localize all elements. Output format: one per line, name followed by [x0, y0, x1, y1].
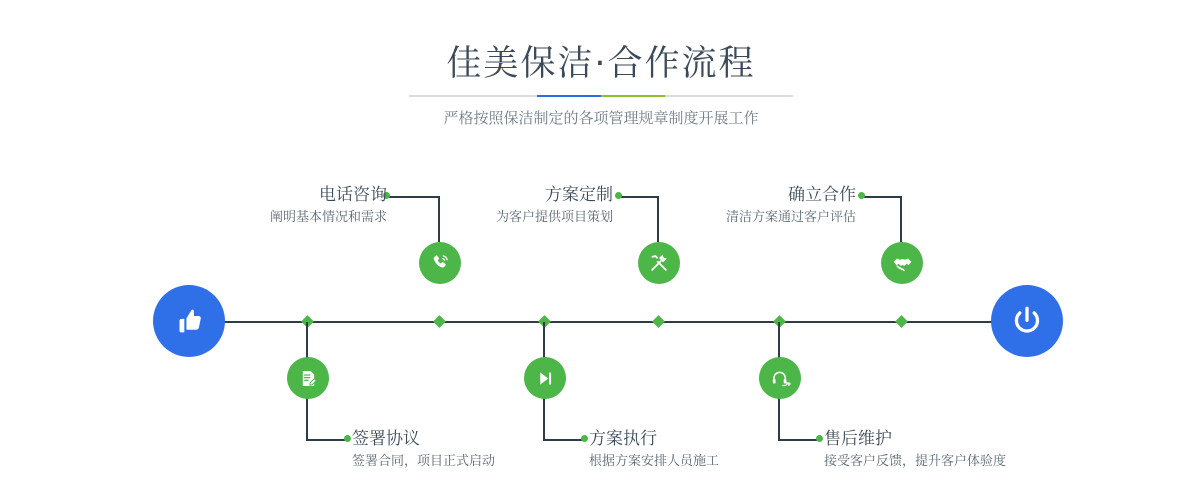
- connector-dot-6: [816, 435, 823, 442]
- step-title-5: 确立合作: [788, 185, 856, 205]
- step-title-6: 售后维护: [824, 429, 892, 449]
- connector-hline-1: [386, 196, 439, 198]
- step-desc-4: 根据方案安排人员施工: [589, 454, 720, 469]
- flow-start-badge: [153, 285, 225, 357]
- axis-node-3: [652, 315, 665, 328]
- step-desc-3: 为客户提供项目策划: [495, 210, 613, 225]
- handshake-icon: [891, 252, 914, 275]
- play-forward-icon: [535, 368, 556, 389]
- title-divider: [409, 95, 793, 97]
- step-desc-6: 接受客户反馈，提升客户体验度: [824, 454, 1007, 469]
- step-desc-2: 签署合同，项目正式启动: [352, 454, 496, 469]
- connector-vline-5: [900, 196, 902, 242]
- step-label-6: [824, 427, 1006, 473]
- page-title: 佳美保洁·合作流程: [446, 44, 756, 84]
- flow-end-badge: [991, 285, 1063, 357]
- connector-vline-3: [657, 196, 659, 242]
- connector-dot-5: [858, 192, 865, 199]
- step-icon-4: [524, 357, 566, 399]
- connector-vline-1: [438, 196, 440, 242]
- page-subtitle: 严格按照保洁制定的各项管理规章制度开展工作: [443, 109, 759, 127]
- connector-dot-4: [581, 435, 588, 442]
- step-icon-3: [638, 242, 680, 284]
- step-title-3: 方案定制: [545, 185, 613, 205]
- step-icon-5: [881, 242, 923, 284]
- connector-hline-2: [306, 439, 346, 441]
- step-desc-1: 阐明基本情况和需求: [269, 210, 387, 225]
- timeline-axis: [162, 321, 1040, 323]
- step-label-2: [352, 427, 495, 473]
- step-label-4: [589, 427, 719, 473]
- step-title-4: 方案执行: [589, 429, 657, 449]
- power-icon: [1009, 303, 1045, 339]
- step-label-5: [700, 183, 856, 229]
- step-icon-1: [419, 242, 461, 284]
- step-label-3: [459, 183, 613, 229]
- phone-ring-icon: [429, 252, 451, 274]
- headset-support-icon: [770, 368, 791, 389]
- divider-green-segment: [601, 95, 665, 97]
- step-desc-5: 清洁方案通过客户评估: [725, 210, 856, 225]
- connector-dot-2: [344, 435, 351, 442]
- divider-blue-segment: [537, 95, 601, 97]
- step-icon-2: [287, 357, 329, 399]
- step-title-2: 签署协议: [352, 429, 420, 449]
- step-icon-6: [759, 357, 801, 399]
- axis-node-5: [895, 315, 908, 328]
- step-title-1: 电话咨询: [319, 185, 387, 205]
- connector-hline-5: [861, 196, 901, 198]
- connector-hline-4: [543, 439, 583, 441]
- thumbs-up-icon: [172, 304, 206, 338]
- tools-icon: [648, 252, 670, 274]
- connector-dot-3: [615, 192, 622, 199]
- axis-node-1: [433, 315, 446, 328]
- document-edit-icon: [298, 368, 319, 389]
- connector-hline-6: [778, 439, 818, 441]
- connector-hline-3: [618, 196, 658, 198]
- step-label-1: [252, 183, 387, 229]
